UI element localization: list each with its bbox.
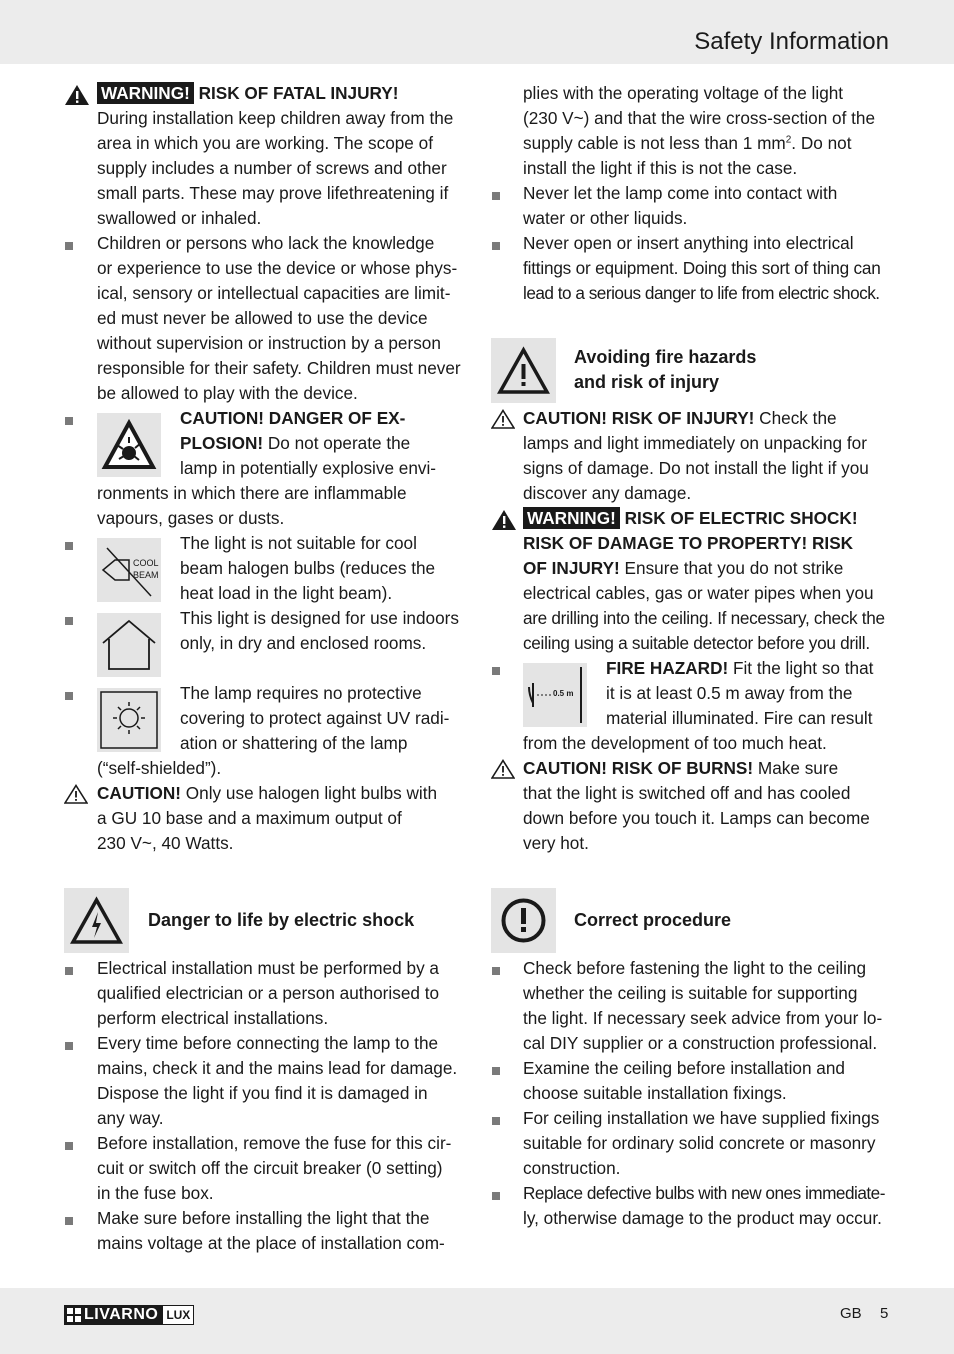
text-line: Children or persons who lack the knowledge [97, 233, 435, 253]
bullet-icon [65, 692, 73, 700]
warning-title-cont: RISK OF DAMAGE TO PROPERTY! RISK [523, 533, 854, 553]
fire-hazard-heading: FIRE HAZARD! [606, 658, 729, 678]
text-span: Fit the light so that [728, 658, 874, 678]
indoor-house-icon [97, 613, 161, 677]
text-span: supply cable is not less than 1 mm [523, 133, 786, 153]
text-span: Check the [754, 408, 837, 428]
text-line: Every time before connecting the lamp to the [97, 1033, 439, 1053]
warning-section-icon [491, 338, 556, 403]
text-line: swallowed or inhaled. [97, 208, 262, 228]
bullet-icon [492, 1192, 500, 1200]
text-line: Check before fastening the light to the ceiling [523, 958, 867, 978]
text-line: Examine the ceiling before installation and [523, 1058, 845, 1078]
text-line [180, 433, 410, 454]
warning-triangle-icon [64, 84, 90, 106]
text-line: without supervision or instruction by a person [97, 333, 441, 353]
explosion-heading-cont: PLOSION! [180, 433, 264, 453]
text-line: discover any damage. [523, 483, 692, 503]
exclamation-circle-icon [491, 888, 556, 953]
text-line: mains voltage at the place of installation com- [97, 1233, 445, 1253]
text-line: covering to protect against UV radi- [180, 708, 450, 728]
text-span: Only use halogen light bulbs with [181, 783, 438, 803]
warning-title: RISK OF ELECTRIC SHOCK! [624, 508, 858, 528]
bullet-icon [65, 242, 73, 250]
bullet-icon [492, 242, 500, 250]
text-line: electrical cables, gas or water pipes when you [523, 583, 874, 603]
bullet-icon [65, 1142, 73, 1150]
text-line: Never open or insert anything into electrical [523, 233, 854, 253]
text-line: heat load in the light beam). [180, 583, 393, 603]
bullet-icon [65, 417, 73, 425]
text-line: signs of damage. Do not install the light if you [523, 458, 869, 478]
text-line: be allowed to play with the device. [97, 383, 358, 403]
icon-text: 0.5 m [553, 689, 574, 698]
text-line: down before you touch it. Lamps can become [523, 808, 870, 828]
text-line: cal DIY supplier or a construction professional. [523, 1033, 878, 1053]
caution-heading: CAUTION! RISK OF INJURY! [523, 408, 755, 428]
text-line: cuit or switch off the circuit breaker (0 setting) [97, 1158, 443, 1178]
footer-language: GB [840, 1305, 862, 1322]
logo-brand-text: LIVARNO [84, 1306, 159, 1323]
text-line [523, 558, 843, 579]
text-line: construction. [523, 1158, 621, 1178]
text-line: ly, otherwise damage to the product may occur. [523, 1208, 882, 1228]
text-line: the light. If necessary seek advice from your lo- [523, 1008, 883, 1028]
bullet-icon [492, 667, 500, 675]
text-line: The light is not suitable for cool [180, 533, 417, 553]
text-line: Before installation, remove the fuse for this cir- [97, 1133, 452, 1153]
warning-triangle-icon [491, 509, 517, 531]
page-title: Safety Information [694, 28, 889, 55]
text-span: Do not operate the [263, 433, 411, 453]
section-title-fire-hazards: Avoiding fire hazards [574, 347, 757, 367]
electric-shock-icon [64, 888, 129, 953]
bullet-icon [492, 1117, 500, 1125]
text-line [97, 783, 437, 804]
bullet-icon [65, 1217, 73, 1225]
text-line: material illuminated. Fire can result [606, 708, 873, 728]
text-line: (230 V~) and that the wire cross-section of the [523, 108, 876, 128]
text-span: Ensure that you do not strike [619, 558, 844, 578]
text-line: perform electrical installations. [97, 1008, 329, 1028]
text-line [606, 658, 873, 679]
bullet-icon [492, 967, 500, 975]
superscript: 2 [785, 134, 792, 146]
text-line: vapours, gases or dusts. [97, 508, 285, 528]
text-line: very hot. [523, 833, 589, 853]
text-line: For ceiling installation we have supplied fixings [523, 1108, 880, 1128]
text-line: or experience to use the device or whose phys- [97, 258, 458, 278]
text-span: . Do not [791, 133, 852, 153]
text-line: During installation keep children away from the [97, 108, 454, 128]
text-line: Never let the lamp come into contact with [523, 183, 838, 203]
self-shielded-lamp-icon [97, 688, 161, 752]
bullet-icon [65, 542, 73, 550]
bullet-icon [65, 967, 73, 975]
text-line: ed must never be allowed to use the device [97, 308, 428, 328]
warning-heading [523, 508, 858, 529]
text-line: lamps and light immediately on unpacking for [523, 433, 867, 453]
text-line: install the light if this is not the case. [523, 158, 798, 178]
text-line: it is at least 0.5 m away from the [606, 683, 853, 703]
text-line: qualified electrician or a person authorised to [97, 983, 440, 1003]
warning-heading [97, 83, 398, 104]
bullet-icon [65, 1042, 73, 1050]
text-line: mains, check it and the mains lead for damage. [97, 1058, 458, 1078]
text-line: a GU 10 base and a maximum output of [97, 808, 402, 828]
text-line: The lamp requires no protective [180, 683, 422, 703]
caution-triangle-icon [491, 409, 515, 429]
distance-icon [523, 663, 587, 727]
text-line: Replace defective bulbs with new ones immediate- [523, 1183, 885, 1203]
text-line: in the fuse box. [97, 1183, 214, 1203]
text-line: only, in dry and enclosed rooms. [180, 633, 427, 653]
text-line: plies with the operating voltage of the light [523, 83, 844, 103]
text-line: ronments in which there are inflammable [97, 483, 407, 503]
text-line: choose suitable installation fixings. [523, 1083, 787, 1103]
text-line: This light is designed for use indoors [180, 608, 459, 628]
page-number: 5 [880, 1305, 889, 1322]
text-line: that the light is switched off and has cooled [523, 783, 851, 803]
no-cool-beam-icon [97, 538, 161, 602]
text-line: Electrical installation must be performed by a [97, 958, 439, 978]
text-line: small parts. These may prove lifethreatening if [97, 183, 449, 203]
text-line: water or other liquids. [523, 208, 688, 228]
text-line: lead to a serious danger to life from electric shock. [523, 283, 880, 303]
text-span: Make sure [753, 758, 839, 778]
warning-label: WARNING! [97, 82, 194, 104]
livarno-lux-logo [64, 1305, 194, 1325]
text-line: (“self-shielded”). [97, 758, 222, 778]
text-line: ation or shattering of the lamp [180, 733, 408, 753]
section-title-fire-hazards-cont: and risk of injury [574, 372, 720, 392]
bullet-icon [492, 192, 500, 200]
icon-text: COOL [133, 558, 159, 568]
section-title-correct-procedure: Correct procedure [574, 910, 732, 930]
bullet-icon [492, 1067, 500, 1075]
text-line: area in which you are working. The scope of [97, 133, 433, 153]
text-line: supply includes a number of screws and other [97, 158, 447, 178]
text-line: Dispose the light if you find it is damaged in [97, 1083, 428, 1103]
caution-heading: CAUTION! RISK OF BURNS! [523, 758, 754, 778]
logo-suffix-text: LUX [166, 1308, 191, 1322]
text-line: fittings or equipment. Doing this sort of thing can [523, 258, 881, 278]
section-title-electric-shock: Danger to life by electric shock [148, 910, 415, 930]
caution-triangle-icon [491, 759, 515, 779]
text-line: any way. [97, 1108, 164, 1128]
text-line: 230 V~, 40 Watts. [97, 833, 234, 853]
warning-label: WARNING! [523, 507, 620, 529]
explosion-icon [97, 413, 161, 477]
bullet-icon [65, 617, 73, 625]
text-line: whether the ceiling is suitable for supporting [523, 983, 858, 1003]
icon-text: BEAM [133, 570, 159, 580]
text-line: are drilling into the ceiling. If necessary, check the [523, 608, 885, 628]
text-line: responsible for their safety. Children must never [97, 358, 461, 378]
text-line: lamp in potentially explosive envi- [180, 458, 437, 478]
explosion-heading: CAUTION! DANGER OF EX- [180, 408, 406, 428]
text-line [523, 408, 837, 429]
text-line: suitable for ordinary solid concrete or masonry [523, 1133, 876, 1153]
caution-heading: CAUTION! [97, 783, 182, 803]
text-line: from the development of too much heat. [523, 733, 827, 753]
warning-title-cont: OF INJURY! [523, 558, 620, 578]
text-line: ceiling using a suitable detector before you drill. [523, 633, 870, 653]
text-line: ical, sensory or intellectual capacities are limit- [97, 283, 451, 303]
text-line: beam halogen bulbs (reduces the [180, 558, 436, 578]
text-line [523, 758, 838, 779]
warning-title: RISK OF FATAL INJURY! [198, 83, 399, 103]
caution-triangle-icon [64, 784, 88, 804]
text-line [523, 133, 851, 154]
text-line: Make sure before installing the light that the [97, 1208, 430, 1228]
logo-mark-icon [67, 1308, 81, 1322]
